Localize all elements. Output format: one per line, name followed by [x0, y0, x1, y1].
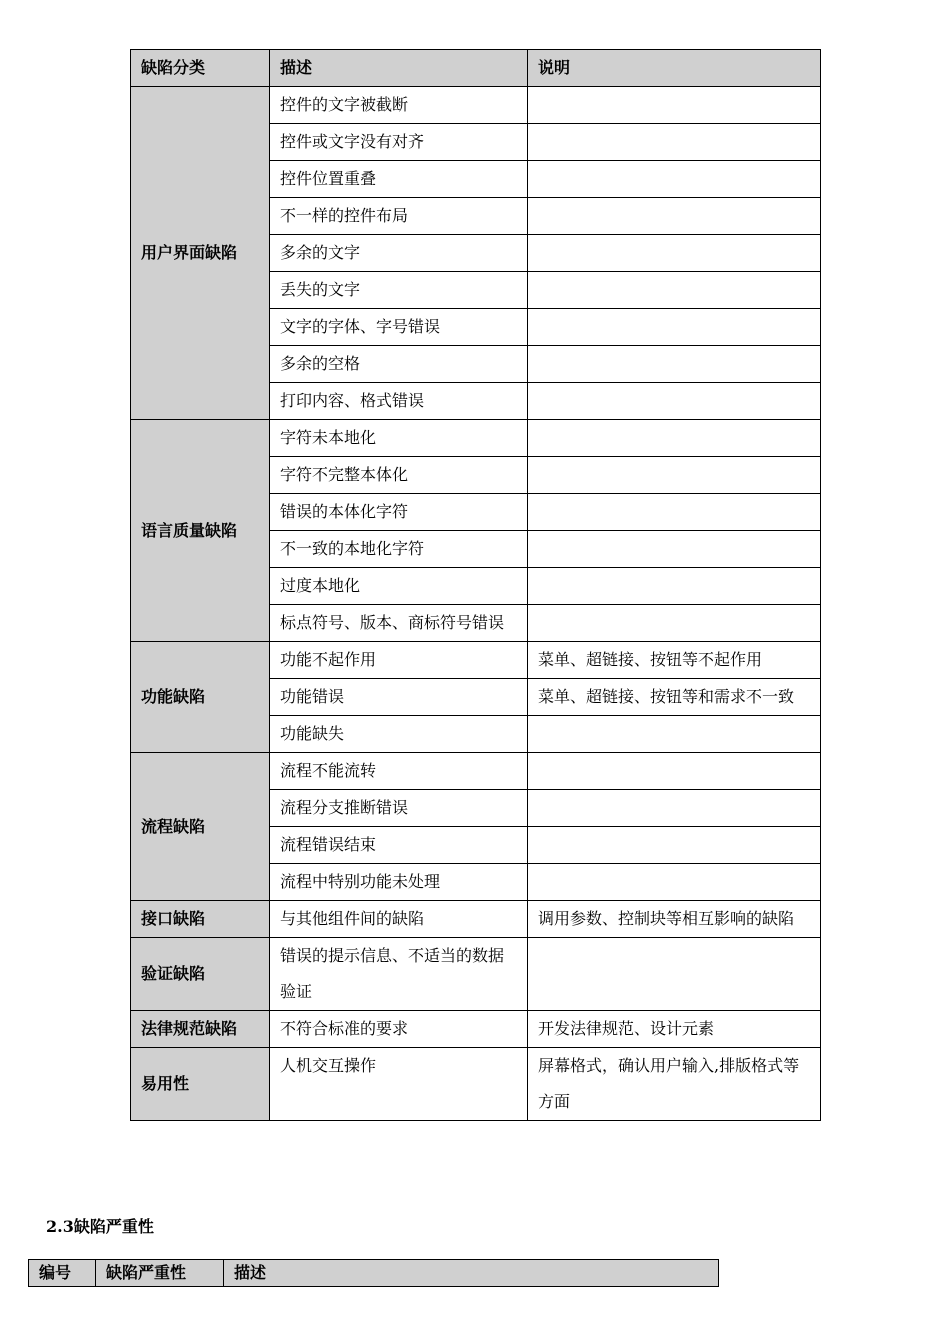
- note-cell: [528, 198, 821, 235]
- header-severity: 缺陷严重性: [96, 1260, 224, 1287]
- description-cell: 过度本地化: [270, 568, 528, 605]
- header-category: 缺陷分类: [131, 50, 270, 87]
- description-cell: 字符不完整本体化: [270, 457, 528, 494]
- note-cell: [528, 87, 821, 124]
- note-cell: [528, 235, 821, 272]
- defect-category-table: [130, 49, 821, 1121]
- table-row: [131, 87, 821, 124]
- table-header-row: [29, 1260, 719, 1287]
- description-cell: 文字的字体、字号错误: [270, 309, 528, 346]
- category-cell: 流程缺陷: [131, 753, 270, 901]
- description-cell: 功能错误: [270, 679, 528, 716]
- description-cell: 字符未本地化: [270, 420, 528, 457]
- table-row: [131, 938, 821, 1011]
- note-cell: [528, 605, 821, 642]
- category-cell: 功能缺陷: [131, 642, 270, 753]
- note-cell: [528, 568, 821, 605]
- description-cell: 丢失的文字: [270, 272, 528, 309]
- note-cell: [528, 346, 821, 383]
- note-cell: [528, 864, 821, 901]
- note-cell: 菜单、超链接、按钮等和需求不一致: [528, 679, 821, 716]
- table-row: [131, 1011, 821, 1048]
- description-cell: 流程分支推断错误: [270, 790, 528, 827]
- header-description: 描述: [224, 1260, 719, 1287]
- severity-table: [28, 1259, 719, 1287]
- category-cell: 语言质量缺陷: [131, 420, 270, 642]
- description-cell: 控件或文字没有对齐: [270, 124, 528, 161]
- description-cell: 功能不起作用: [270, 642, 528, 679]
- category-cell: 易用性: [131, 1048, 270, 1121]
- note-cell: [528, 309, 821, 346]
- description-cell: 打印内容、格式错误: [270, 383, 528, 420]
- description-cell: 人机交互操作: [270, 1048, 528, 1121]
- table-row: [131, 1048, 821, 1121]
- description-cell: 多余的文字: [270, 235, 528, 272]
- note-cell: [528, 124, 821, 161]
- category-cell: 用户界面缺陷: [131, 87, 270, 420]
- note-cell: [528, 753, 821, 790]
- table-body: [131, 87, 821, 1121]
- description-cell: 标点符号、版本、商标符号错误: [270, 605, 528, 642]
- description-cell: 错误的本体化字符: [270, 494, 528, 531]
- description-cell: 不符合标准的要求: [270, 1011, 528, 1048]
- header-number: 编号: [29, 1260, 96, 1287]
- note-cell: [528, 383, 821, 420]
- table-row: [131, 753, 821, 790]
- note-cell: [528, 272, 821, 309]
- description-cell: 控件位置重叠: [270, 161, 528, 198]
- description-cell: 与其他组件间的缺陷: [270, 901, 528, 938]
- note-cell: [528, 790, 821, 827]
- description-cell: 不一样的控件布局: [270, 198, 528, 235]
- note-cell: [528, 938, 821, 1011]
- category-cell: 验证缺陷: [131, 938, 270, 1011]
- description-cell: 流程中特别功能未处理: [270, 864, 528, 901]
- description-cell: 流程不能流转: [270, 753, 528, 790]
- description-cell: 多余的空格: [270, 346, 528, 383]
- description-cell: 错误的提示信息、不适当的数据验证: [270, 938, 528, 1011]
- table-row: [131, 901, 821, 938]
- header-description: 描述: [270, 50, 528, 87]
- note-cell: 菜单、超链接、按钮等不起作用: [528, 642, 821, 679]
- note-cell: 开发法律规范、设计元素: [528, 1011, 821, 1048]
- note-cell: 屏幕格式，确认用户输入,排版格式等方面: [528, 1048, 821, 1121]
- table-header-row: [131, 50, 821, 87]
- category-cell: 法律规范缺陷: [131, 1011, 270, 1048]
- note-cell: [528, 827, 821, 864]
- note-cell: 调用参数、控制块等相互影响的缺陷: [528, 901, 821, 938]
- note-cell: [528, 531, 821, 568]
- header-note: 说明: [528, 50, 821, 87]
- table-row: [131, 420, 821, 457]
- category-cell: 接口缺陷: [131, 901, 270, 938]
- note-cell: [528, 161, 821, 198]
- description-cell: 控件的文字被截断: [270, 87, 528, 124]
- description-cell: 功能缺失: [270, 716, 528, 753]
- description-cell: 流程错误结束: [270, 827, 528, 864]
- note-cell: [528, 494, 821, 531]
- note-cell: [528, 420, 821, 457]
- description-cell: 不一致的本地化字符: [270, 531, 528, 568]
- section-heading: 2.3缺陷严重性: [46, 1217, 154, 1236]
- note-cell: [528, 457, 821, 494]
- table-row: [131, 642, 821, 679]
- note-cell: [528, 716, 821, 753]
